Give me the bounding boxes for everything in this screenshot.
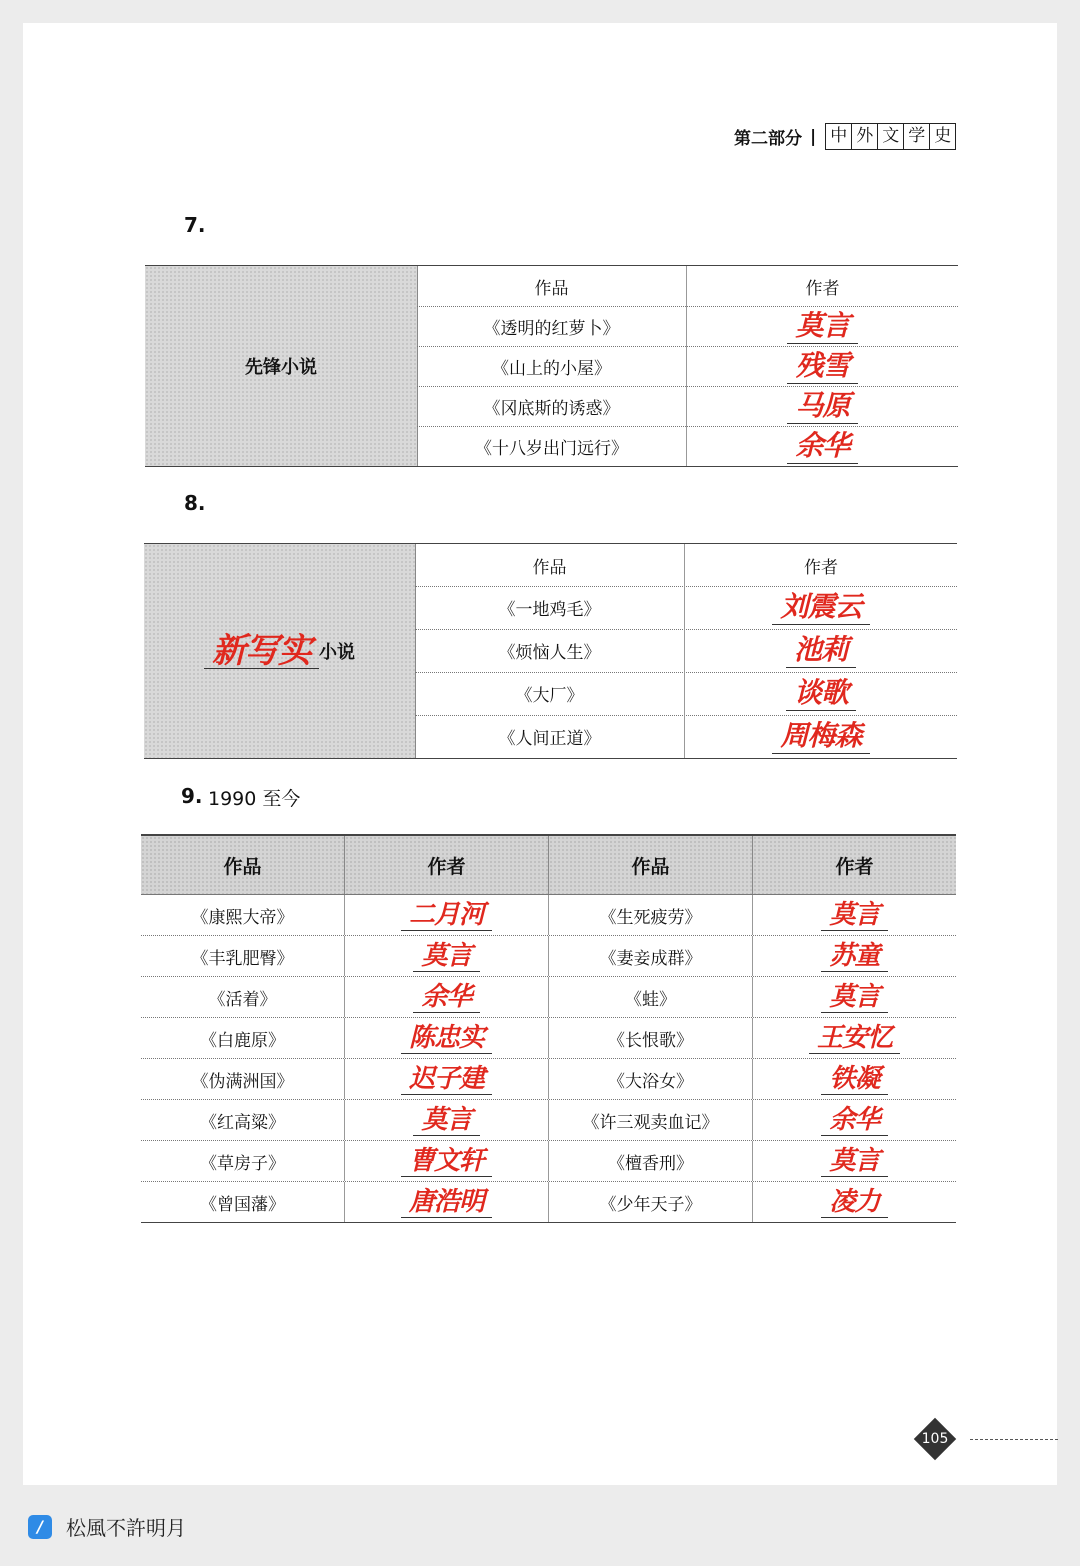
work-cell: 《长恨歌》 bbox=[549, 1018, 753, 1058]
author-handwritten: 刘震云 bbox=[772, 590, 869, 625]
col-header-author: 作者 bbox=[804, 557, 838, 578]
work-cell: 《十八岁出门远行》 bbox=[417, 426, 687, 466]
author-handwritten: 马原 bbox=[787, 389, 857, 424]
author-handwritten: 莫言 bbox=[821, 900, 887, 931]
author-handwritten: 王安忆 bbox=[809, 1023, 900, 1054]
table-row bbox=[415, 715, 957, 758]
category-handwritten: 新写实 bbox=[204, 634, 319, 669]
table-row bbox=[417, 306, 958, 347]
author-handwritten: 余华 bbox=[413, 982, 479, 1013]
author-handwritten: 余华 bbox=[787, 429, 857, 464]
header-box: 学 bbox=[904, 124, 930, 149]
category-suffix: 小说 bbox=[319, 642, 355, 663]
table-header-row bbox=[417, 266, 958, 307]
page-number-badge bbox=[914, 1418, 1058, 1460]
footer-username[interactable]: 松風不許明月 bbox=[66, 1516, 186, 1540]
table-row bbox=[141, 1182, 956, 1222]
table-q8 bbox=[144, 543, 957, 759]
author-handwritten: 莫言 bbox=[787, 309, 857, 344]
table-row bbox=[141, 977, 956, 1018]
question-9-number: 9. bbox=[181, 784, 203, 808]
table-q7 bbox=[145, 265, 958, 467]
section-header bbox=[734, 123, 956, 150]
work-cell: 《大厂》 bbox=[415, 672, 685, 715]
author-handwritten: 莫言 bbox=[413, 1105, 479, 1136]
work-cell: 《一地鸡毛》 bbox=[415, 586, 685, 629]
table-row bbox=[141, 1100, 956, 1141]
author-handwritten: 迟子建 bbox=[401, 1064, 492, 1095]
author-handwritten: 余华 bbox=[821, 1105, 887, 1136]
table-row bbox=[141, 1141, 956, 1182]
table-header-row bbox=[141, 834, 956, 895]
header-box: 中 bbox=[826, 124, 852, 149]
col-header-work: 作品 bbox=[415, 544, 685, 586]
header-part: 第二部分 bbox=[734, 129, 802, 149]
work-cell: 《烦恼人生》 bbox=[415, 629, 685, 672]
work-cell: 《草房子》 bbox=[141, 1141, 345, 1181]
table-row bbox=[141, 936, 956, 977]
table-row bbox=[415, 586, 957, 630]
category-cell: 先锋小说 bbox=[145, 266, 418, 466]
col-header-author: 作者 bbox=[835, 855, 874, 878]
header-box: 史 bbox=[934, 126, 952, 146]
author-handwritten: 陈忠实 bbox=[401, 1023, 492, 1054]
work-cell: 《生死疲劳》 bbox=[549, 895, 753, 935]
author-handwritten: 二月河 bbox=[401, 900, 492, 931]
work-cell: 《檀香刑》 bbox=[549, 1141, 753, 1181]
work-cell: 《山上的小屋》 bbox=[417, 346, 687, 386]
footer-bar bbox=[28, 1512, 186, 1541]
work-cell: 《大浴女》 bbox=[549, 1059, 753, 1099]
author-handwritten: 莫言 bbox=[821, 982, 887, 1013]
author-handwritten: 池莉 bbox=[786, 633, 856, 668]
work-cell: 《蛙》 bbox=[549, 977, 753, 1017]
header-box: 文 bbox=[878, 124, 904, 149]
header-title-boxes bbox=[825, 123, 956, 150]
work-cell: 《红高粱》 bbox=[141, 1100, 345, 1140]
question-9-title: 1990 至今 bbox=[208, 788, 301, 810]
work-cell: 《曾国藩》 bbox=[141, 1182, 345, 1222]
work-cell: 《人间正道》 bbox=[415, 715, 685, 758]
note-app-icon[interactable]: / bbox=[28, 1515, 52, 1539]
work-cell: 《少年天子》 bbox=[549, 1182, 753, 1222]
col-header-author: 作者 bbox=[805, 278, 840, 299]
table-row bbox=[141, 895, 956, 936]
author-handwritten: 唐浩明 bbox=[401, 1187, 492, 1218]
table-row bbox=[417, 346, 958, 387]
work-cell: 《活着》 bbox=[141, 977, 345, 1017]
page-number: 105 bbox=[921, 1431, 949, 1447]
work-cell: 《伪满洲国》 bbox=[141, 1059, 345, 1099]
category-cell bbox=[144, 544, 416, 758]
table-row bbox=[141, 1059, 956, 1100]
work-cell: 《康熙大帝》 bbox=[141, 895, 345, 935]
table-row bbox=[415, 672, 957, 716]
question-8-number: 8. bbox=[184, 491, 206, 515]
work-cell: 《丰乳肥臀》 bbox=[141, 936, 345, 976]
author-handwritten: 莫言 bbox=[413, 941, 479, 972]
table-row bbox=[141, 1018, 956, 1059]
question-7-number: 7. bbox=[184, 213, 206, 237]
table-row bbox=[417, 386, 958, 427]
author-handwritten: 残雪 bbox=[787, 349, 857, 384]
work-cell: 《妻妾成群》 bbox=[549, 936, 753, 976]
table-row bbox=[415, 629, 957, 673]
header-separator: | bbox=[810, 126, 817, 147]
header-box: 外 bbox=[852, 124, 878, 149]
author-handwritten: 谈歌 bbox=[786, 676, 856, 711]
author-handwritten: 凌力 bbox=[821, 1187, 887, 1218]
author-handwritten: 莫言 bbox=[821, 1146, 887, 1177]
work-cell: 《白鹿原》 bbox=[141, 1018, 345, 1058]
author-handwritten: 曹文轩 bbox=[401, 1146, 492, 1177]
work-cell: 《冈底斯的诱惑》 bbox=[417, 386, 687, 426]
author-handwritten: 苏童 bbox=[821, 941, 887, 972]
table-header-row bbox=[415, 544, 957, 587]
work-cell: 《透明的红萝卜》 bbox=[417, 306, 687, 346]
col-header-author: 作者 bbox=[345, 836, 549, 894]
document-page bbox=[23, 23, 1057, 1485]
author-handwritten: 铁凝 bbox=[821, 1064, 887, 1095]
author-handwritten: 周梅森 bbox=[772, 719, 869, 754]
col-header-work: 作品 bbox=[417, 266, 687, 306]
page-number-line bbox=[970, 1439, 1058, 1440]
col-header-work: 作品 bbox=[549, 836, 753, 894]
col-header-work: 作品 bbox=[141, 836, 345, 894]
table-row bbox=[417, 426, 958, 466]
work-cell: 《许三观卖血记》 bbox=[549, 1100, 753, 1140]
table-q9 bbox=[141, 834, 956, 1223]
